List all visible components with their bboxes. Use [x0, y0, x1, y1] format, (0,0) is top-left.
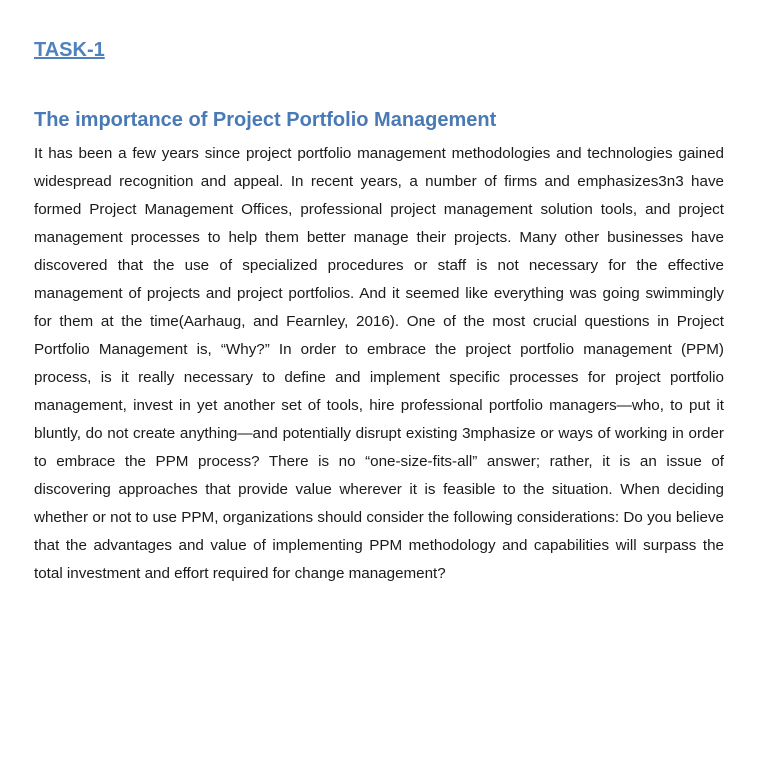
- section-title: The importance of Project Portfolio Management: [34, 109, 497, 131]
- task-heading: TASK-1: [34, 39, 105, 61]
- document-page: [34, 0, 724, 588]
- body-paragraph: It has been a few years since project portfolio management methodologies and technologies gained widespread recognition and appeal. In recent years, a number of firms and emphasizes3n3 have formed Project Management Offices, professional project management solution tools, and project management processes to help them better manage their projects. Many other businesses have discovered that the use of specialized procedures or staff is not necessary for the effective management of projects and project portfolios. And it seemed like everything was going swimmingly for them at the time(Aarhaug, and Fearnley, 2016). One of the most crucial questions in Project Portfolio Management is, “Why?” In order to embrace the project portfolio management (PPM) process, is it really necessary to define and implement specific processes for project portfolio management, invest in yet another set of tools, hire professional portfolio managers—who, to put it bluntly, do not create anything—and potentially disrupt existing 3mphasize or ways of working in order to embrace the PPM process? There is no “one-size-fits-all” answer; rather, it is an issue of discovering approaches that provide value wherever it is feasible to the situation. When deciding whether or not to use PPM, organizations should consider the following considerations: Do you believe that the advantages and value of implementing PPM methodology and capabilities will surpass the total investment and effort required for change management?: [34, 145, 724, 582]
